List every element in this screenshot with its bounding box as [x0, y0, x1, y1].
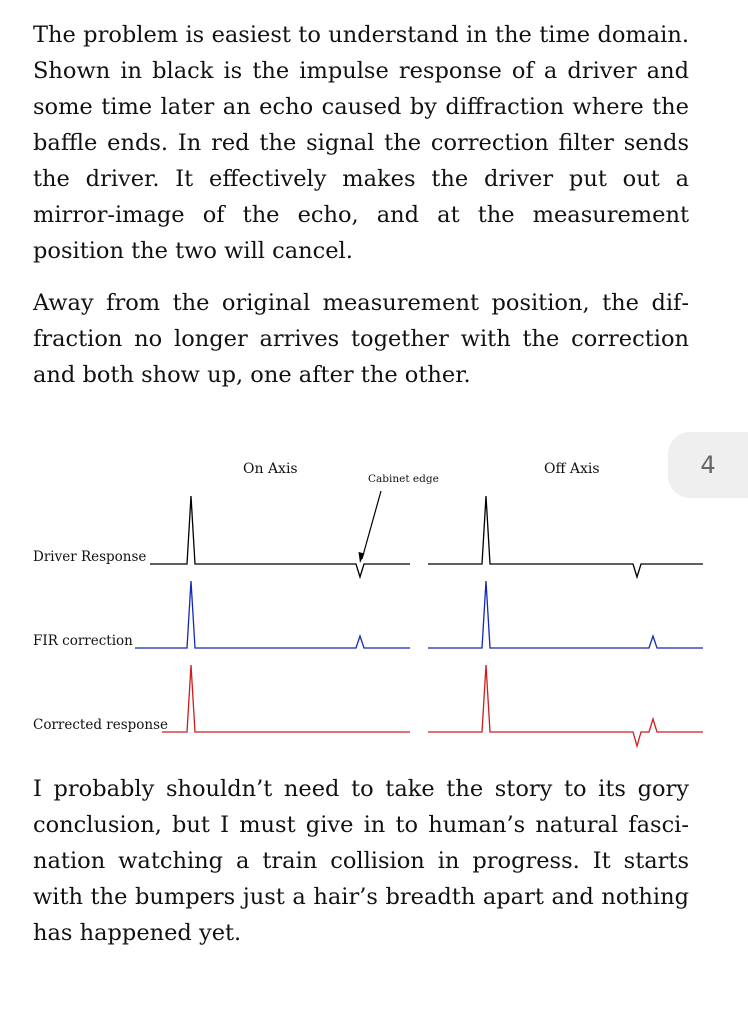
trace-driver-on-axis	[150, 496, 410, 577]
page-number: 4	[700, 451, 716, 479]
page-number-tab[interactable]	[668, 432, 748, 498]
trace-fir-on-axis	[135, 581, 410, 648]
cabinet-edge-annotation: Cabinet edge	[368, 473, 439, 485]
panel-title-on-axis: On Axis	[243, 461, 298, 477]
cabinet-edge-arrowhead	[359, 552, 365, 563]
impulse-figure-svg	[0, 440, 748, 760]
panel-title-off-axis: Off Axis	[544, 461, 600, 477]
row-label-fir: FIR correction	[33, 633, 133, 649]
row-label-corrected: Corrected response	[33, 717, 169, 733]
paragraph-off-axis: Away from the original measurement position, the diffraction no longer arrives together with the correction and both show up, one after the other.	[33, 290, 689, 388]
paragraph-time-domain: The problem is easiest to understand in the time domain. Shown in black is the impulse response of a driver and some time later an echo caused by diffraction where the baffle ends. In red the signal the correction filter sends the driver. It effectively makes the driver put out a mirror-image of the echo, and at the measurement position the two will cancel.	[33, 22, 689, 264]
row-label-driver: Driver Response	[33, 549, 147, 565]
impulse-response-figure	[0, 440, 748, 760]
trace-driver-off-axis	[428, 496, 703, 577]
paragraph-train-collision: I probably shouldn’t need to take the story to its gory conclusion, but I must give in to human’s natural fascination watching a train collision in progress. It starts with the bumpers just a hair’s breadth apart and nothing has happened yet.	[33, 776, 689, 946]
trace-fir-off-axis	[428, 581, 703, 648]
trace-corrected-on-axis	[162, 665, 410, 732]
trace-corrected-off-axis	[428, 665, 703, 746]
cabinet-edge-arrow	[362, 491, 381, 559]
